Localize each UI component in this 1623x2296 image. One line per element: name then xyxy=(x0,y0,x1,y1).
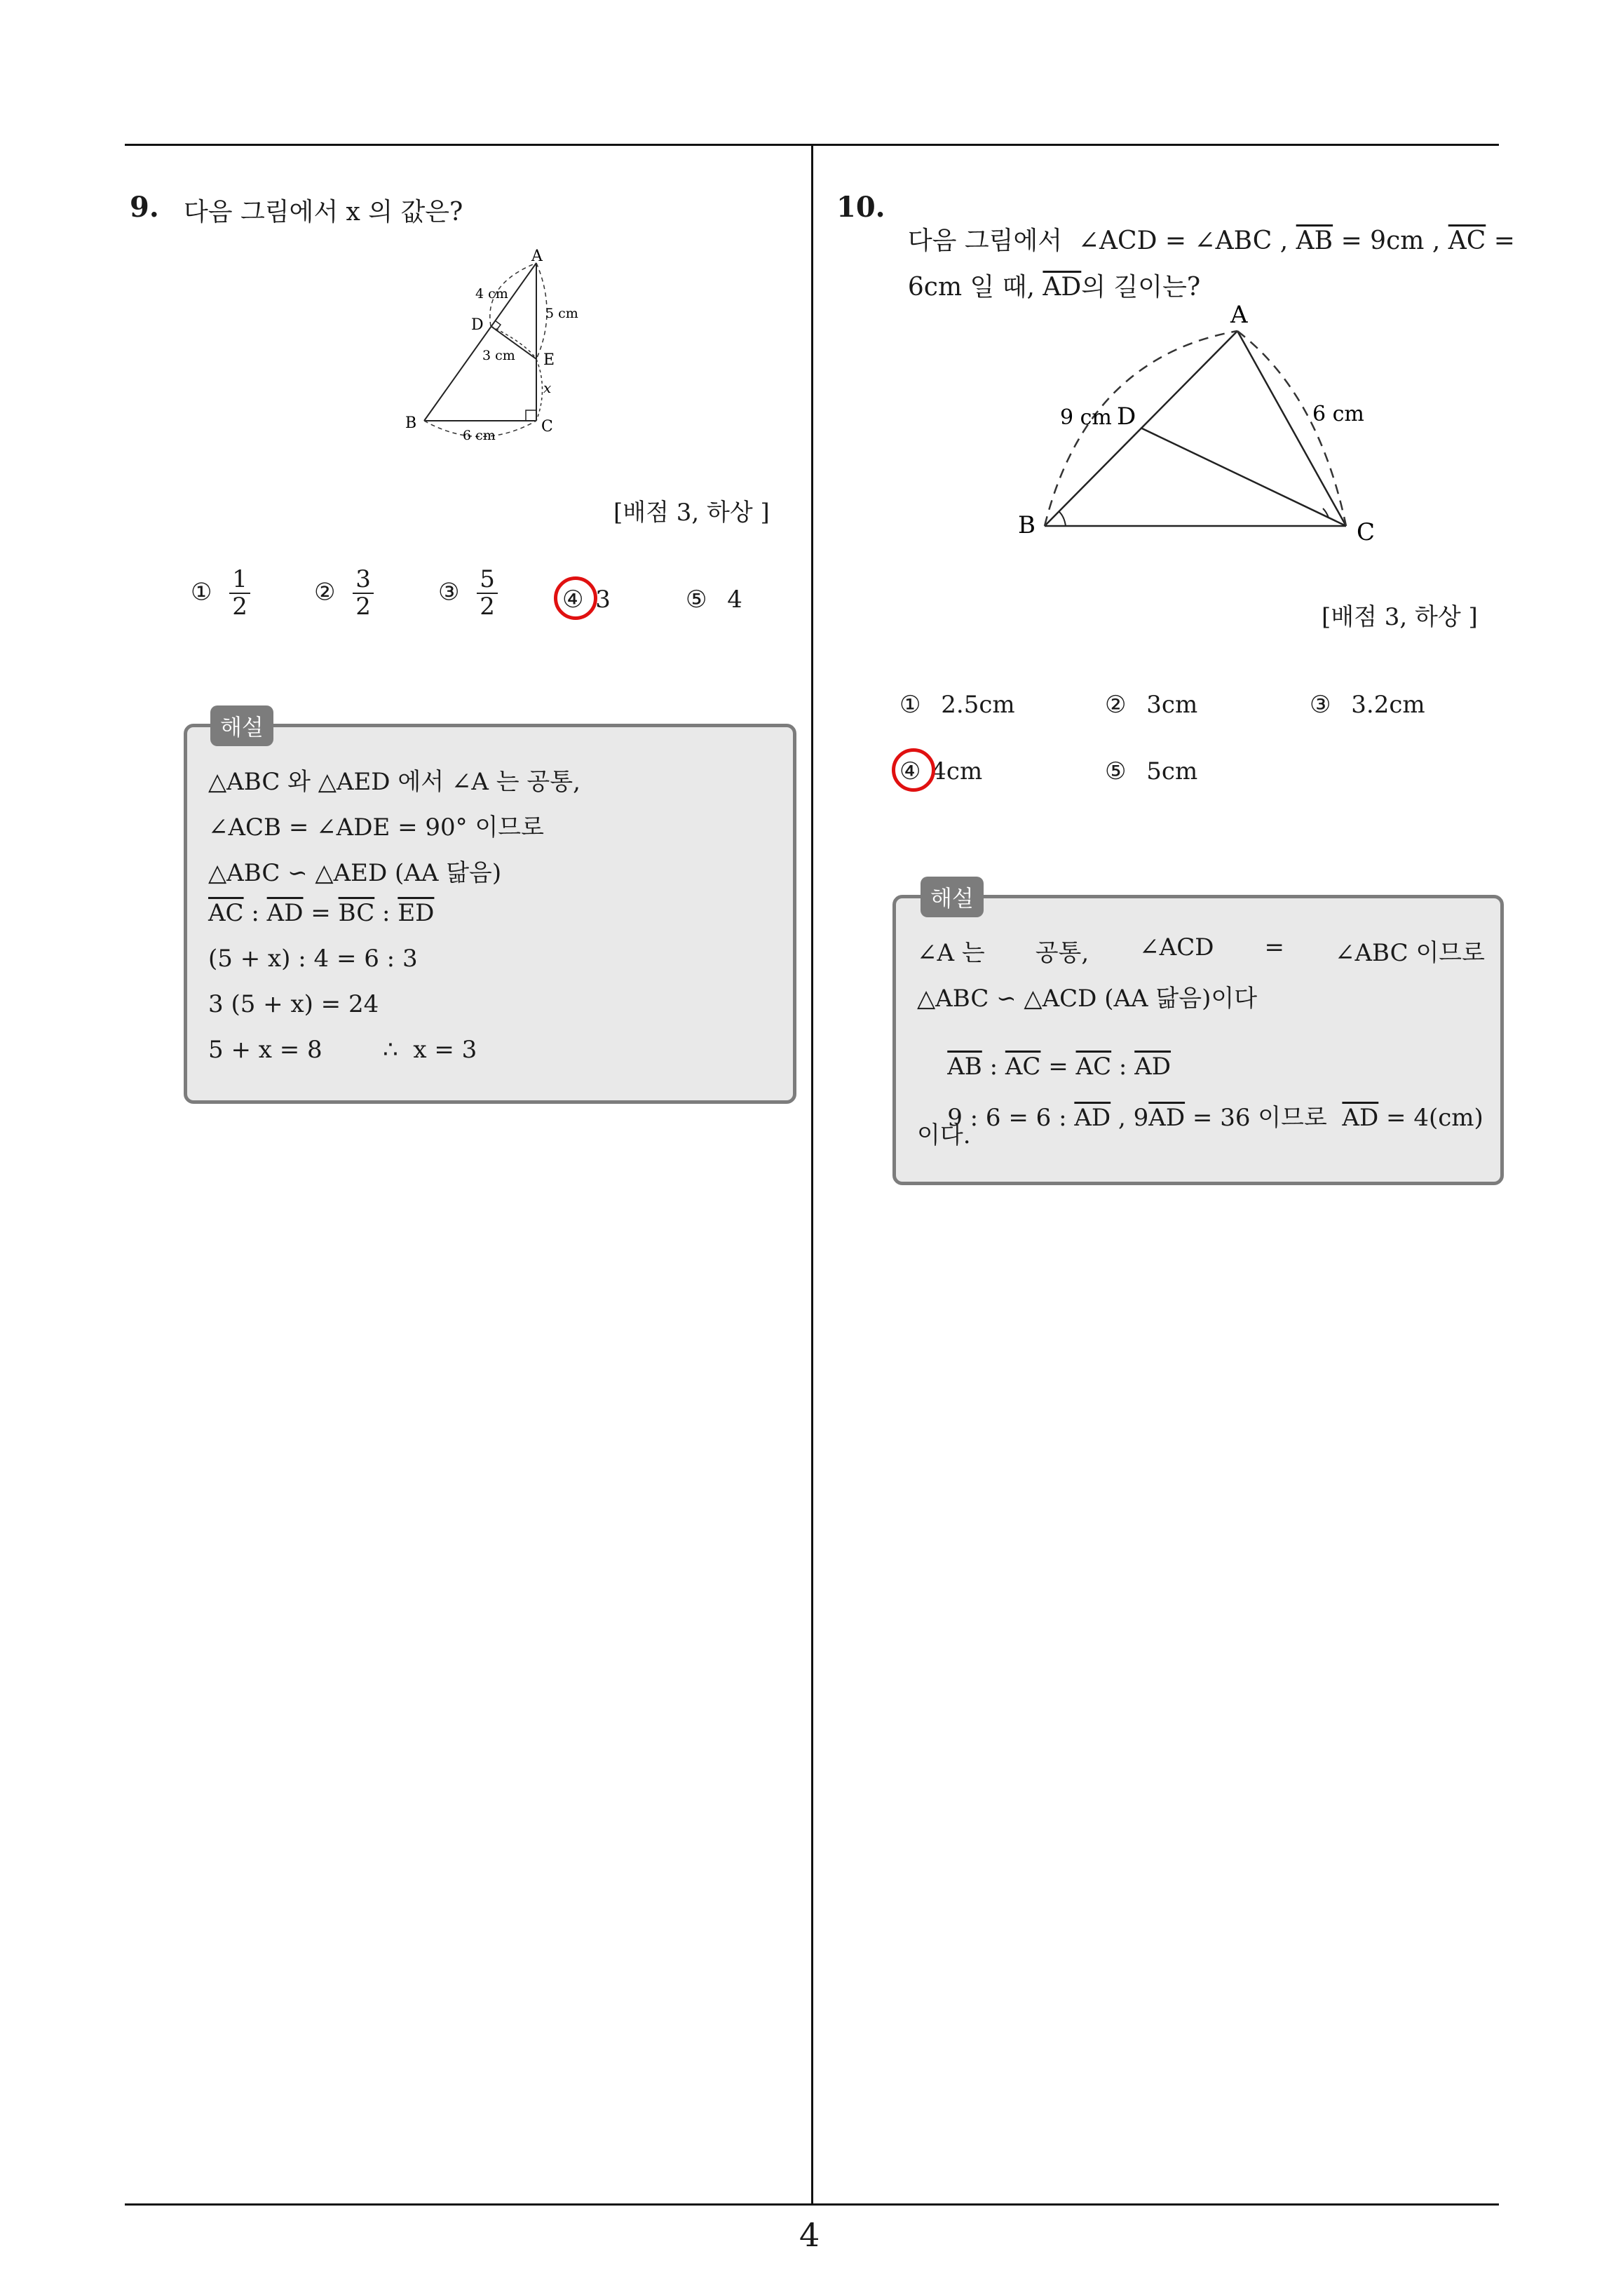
q9-choice-3-fraction xyxy=(477,567,498,621)
q10-choice-5[interactable] xyxy=(1105,757,1197,785)
q10-sol-l3-colon-2: : xyxy=(1111,1053,1135,1081)
q9-question: 다음 그림에서 x 의 값은? xyxy=(184,198,463,227)
q10-choice-5-num: ⑤ xyxy=(1105,757,1127,785)
q10-sol-l3-colon-1: : xyxy=(982,1053,1005,1081)
q9-fig-label-E: E xyxy=(543,351,555,369)
q10-choice-1-num: ① xyxy=(899,691,921,719)
q10-solution-tag: 해설 xyxy=(921,877,984,917)
q9-sol-line-1: △ABC 와 △AED 에서 ∠A 는 공통, xyxy=(208,768,580,796)
q9-choice-3-denominator: 2 xyxy=(480,593,495,621)
q9-fig-label-D: D xyxy=(471,316,484,334)
q10-sol-line-2: △ABC ∽ △ACD (AA 닮음)이다 xyxy=(917,985,1258,1013)
q9-score: [배점 3, 하상 ] xyxy=(613,499,770,527)
q9-answer-mark xyxy=(554,576,597,620)
q10-choice-3[interactable] xyxy=(1310,691,1425,719)
q9-sol-line-5: (5 + x) : 4 = 6 : 3 xyxy=(208,945,418,973)
q9-choice-3[interactable] xyxy=(438,567,498,621)
q9-choice-4-num: ④ xyxy=(562,586,584,614)
q10-fig-label-D: D xyxy=(1117,403,1136,431)
q10-fig-label-A: A xyxy=(1230,301,1248,329)
q10-choice-1[interactable] xyxy=(899,691,1015,719)
q9-sol-equals: = xyxy=(303,899,339,927)
q9-choice-3-num: ③ xyxy=(438,578,460,607)
q10-answer-mark xyxy=(892,748,935,792)
q9-sol-line-3: △ABC ∽ △AED (AA 닮음) xyxy=(208,859,502,887)
q9-sol-colon-2: : xyxy=(374,899,398,927)
q10-sol-line-1 xyxy=(917,933,1485,968)
q9-fig-label-x: x xyxy=(543,379,552,396)
q9-fig-label-B: B xyxy=(405,414,417,432)
q9-choice-2-denominator: 2 xyxy=(355,593,371,621)
q10-choice-5-value: 5cm xyxy=(1146,757,1198,785)
q10-sol-l4-g: = 4(cm) xyxy=(1378,1104,1483,1132)
q10-sol-l4-AD-1: $\overline{AD}$ xyxy=(1074,1104,1111,1132)
q9-sol-line-2: ∠ACB = ∠ADE = 90° 이므로 xyxy=(208,813,544,842)
q9-sol-line-4 xyxy=(208,899,434,927)
q9-fig-label-A: A xyxy=(531,249,543,265)
q9-choice-2[interactable] xyxy=(314,567,374,621)
q10-question-c: = xyxy=(1486,227,1515,255)
q9-sol-seg-AD: $\overline{AD}$ xyxy=(266,899,304,927)
q9-fig-label-AD: 4 cm xyxy=(475,286,508,302)
q10-solution-box xyxy=(892,895,1504,1185)
q9-fig-label-C: C xyxy=(541,418,553,435)
q9-fig-label-DE: 3 cm xyxy=(482,348,515,363)
q9-choice-2-fraction xyxy=(353,567,374,621)
q10-sol-l4-AD-2: $\overline{AD}$ xyxy=(1148,1104,1186,1132)
q9-sol-seg-AC: $\overline{AC}$ xyxy=(208,899,244,927)
column-divider xyxy=(811,144,813,2206)
q9-choice-1-numerator: 1 xyxy=(229,567,250,594)
q10-question-a: 다음 그림에서 ∠ACD = ∠ABC , xyxy=(907,227,1296,255)
q10-sol-l4-e: = 36 이므로 xyxy=(1185,1104,1343,1132)
q9-choice-2-numerator: 3 xyxy=(353,567,374,594)
q9-number: 9. xyxy=(130,191,159,224)
q10-sol-l1-e: ∠ABC 이므로 xyxy=(1334,939,1485,967)
q10-question-e: 의 길이는? xyxy=(1081,273,1201,302)
q9-choice-2-num: ② xyxy=(314,578,336,607)
q10-sol-seg-AC-2: $\overline{AC}$ xyxy=(1075,1053,1112,1081)
q10-fig-label-AC: 6 cm xyxy=(1312,402,1364,426)
q10-question-AD: $\overline{AD}$ xyxy=(1043,273,1082,302)
q10-sol-l1-b: 공통, xyxy=(1035,939,1089,967)
q10-figure xyxy=(1010,295,1402,554)
q9-solution-box xyxy=(184,724,796,1104)
q9-fig-label-BC: 6 cm xyxy=(463,428,496,443)
q10-fig-label-AB: 9 cm xyxy=(1060,405,1112,430)
q10-sol-line-4 xyxy=(917,1070,1483,1161)
q9-choice-1-fraction xyxy=(229,567,250,621)
q9-choice-4-value: 3 xyxy=(595,586,611,614)
q10-sol-line-5: 이다. xyxy=(917,1121,971,1149)
q10-choice-4-num: ④ xyxy=(899,757,921,785)
q10-choice-4-value: 4cm xyxy=(931,757,983,785)
q9-choice-1-num: ① xyxy=(191,578,212,607)
q10-sol-l1-a: ∠A 는 xyxy=(917,939,985,967)
q10-choice-1-value: 2.5cm xyxy=(941,691,1015,719)
q9-sol-seg-ED: $\overline{ED}$ xyxy=(398,899,435,927)
q10-question-AC: $\overline{AC}$ xyxy=(1448,227,1486,255)
q10-sol-l1-c: ∠ACD xyxy=(1139,933,1214,961)
q9-choice-1-denominator: 2 xyxy=(232,593,247,621)
q10-score: [배점 3, 하상 ] xyxy=(1322,603,1478,631)
q10-choice-2[interactable] xyxy=(1105,691,1197,719)
q9-choice-5-value: 4 xyxy=(727,586,742,614)
q10-sol-l4-c: , 9 xyxy=(1111,1104,1149,1132)
q10-number: 10. xyxy=(836,191,885,224)
q9-solution-tag: 해설 xyxy=(210,705,273,746)
q9-sol-line-6: 3 (5 + x) = 24 xyxy=(208,990,379,1018)
q10-sol-l1-d: = xyxy=(1264,933,1284,961)
q9-sol-line-7: 5 + x = 8 ∴ x = 3 xyxy=(208,1036,477,1064)
q10-sol-l4-AD-3: $\overline{AD}$ xyxy=(1342,1104,1379,1132)
q10-question-b: = 9cm , xyxy=(1333,227,1448,255)
q10-choice-3-num: ③ xyxy=(1310,691,1331,719)
q9-choice-1[interactable] xyxy=(191,567,250,621)
q10-choice-3-value: 3.2cm xyxy=(1351,691,1425,719)
q10-choice-2-num: ② xyxy=(1105,691,1127,719)
q10-sol-seg-AC-1: $\overline{AC}$ xyxy=(1005,1053,1041,1081)
q10-fig-label-C: C xyxy=(1357,518,1376,546)
q10-question-d: 6cm 일 때, xyxy=(907,273,1043,302)
q10-fig-label-B: B xyxy=(1018,511,1035,539)
q10-question-line-2 xyxy=(892,238,1200,303)
q10-sol-l4-a: 9 : 6 = 6 : xyxy=(947,1104,1075,1132)
q9-figure xyxy=(393,249,582,445)
q10-sol-seg-AD: $\overline{AD}$ xyxy=(1134,1053,1172,1081)
q9-choice-5[interactable] xyxy=(686,586,742,614)
q9-fig-label-AE: 5 cm xyxy=(545,306,578,321)
bottom-rule xyxy=(125,2203,1499,2206)
q9-choice-3-numerator: 5 xyxy=(477,567,498,594)
q9-choice-5-num: ⑤ xyxy=(686,586,707,614)
page-number: 4 xyxy=(799,2216,820,2254)
q9-sol-seg-BC: $\overline{BC}$ xyxy=(338,899,375,927)
q10-sol-l3-equals: = xyxy=(1040,1053,1076,1081)
q10-sol-seg-AB: $\overline{AB}$ xyxy=(947,1053,982,1081)
q10-choice-2-value: 3cm xyxy=(1146,691,1198,719)
q9-sol-colon-1: : xyxy=(243,899,267,927)
q10-question-AB: $\overline{AB}$ xyxy=(1296,227,1333,255)
